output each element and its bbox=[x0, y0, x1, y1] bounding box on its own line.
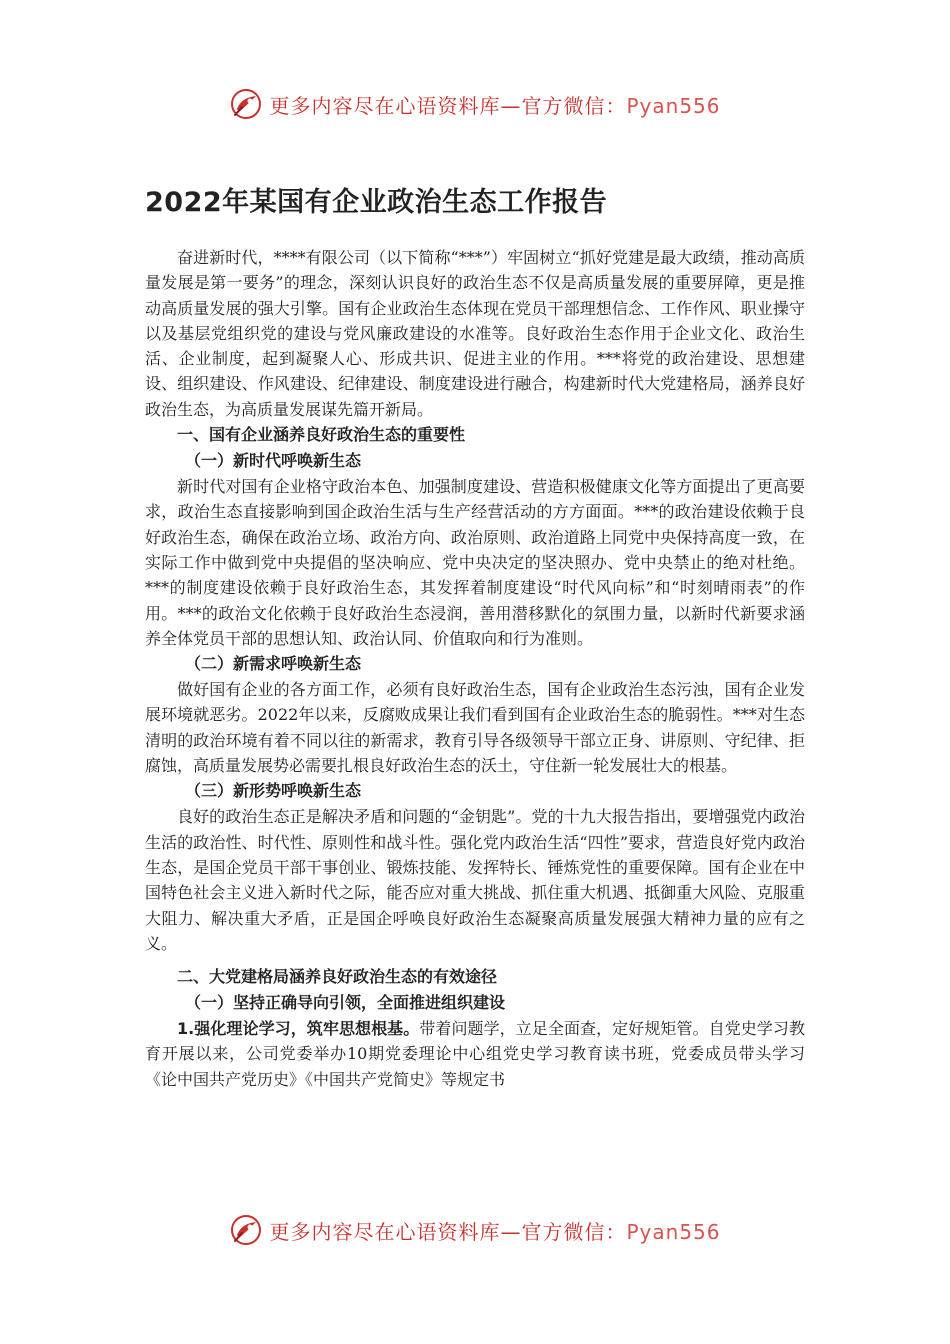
quill-logo-icon bbox=[229, 87, 263, 121]
section1-sub1-paragraph: 新时代对国有企业格守政治本色、加强制度建设、营造积极健康文化等方面提出了更高要求，政治生态直接影响到国企政治生活与生产经营活动的方方面面。***的政治建设依赖于良好政治生态，确保在政治立场、政治方向、政治原则、政治道路上同党中央保持高度一致，在实际工作中做到党中央提倡的坚决响应、党中央决定的坚决照办、党中央禁止的绝对杜绝。***的制度建设依赖于良好政治生态，其发挥着制度建设“时代风向标”和“时刻晴雨表”的作用。***的政治文化依赖于良好政治生态浸润，善用潜移默化的氛围力量，以新时代新要求涵养全体党员干部的思想认知、政治认同、价值取向和行为准则。 bbox=[145, 477, 805, 648]
section1-sub1-heading: （一）新时代呼唤新生态 bbox=[185, 451, 362, 471]
document-title: 2022年某国有企业政治生态工作报告 bbox=[145, 187, 608, 218]
footer-banner bbox=[0, 1210, 950, 1250]
wechat-id: Pyan556 bbox=[626, 1219, 721, 1244]
section2-heading: 二、大党建格局涵养良好政治生态的有效途径 bbox=[177, 967, 498, 987]
section1-sub3-paragraph: 良好的政治生态正是解决矛盾和问题的“金钥匙”。党的十九大报告指出，要增强党内政治生活的政治性、时代性、原则性和战斗性。强化党内政治生活“四性”要求，营造良好党内政治生态，是国企党员干部干事创业、锻炼技能、发挥特长、锤炼党性的重要保障。国有企业在中国特色社会主义进入新时代之际，能否应对重大挑战、抓住重大机遇、抵御重大风险、克服重大阻力、解决重大矛盾，正是国企呼唤良好政治生态凝聚高质量发展强大精神力量的应有之义。 bbox=[145, 807, 805, 953]
section2-item1-paragraph bbox=[145, 1016, 805, 1092]
banner-text: 更多内容尽在心语资料库—官方微信：Pyan556 bbox=[269, 93, 721, 118]
section2-sub1-heading: （一）坚持正确导向引领，全面推进组织建设 bbox=[185, 993, 506, 1013]
intro-paragraph: 奋进新时代，****有限公司（以下简称“***”）牢固树立“抓好党建是最大政绩，推动高质量发展是第一要务”的理念，深刻认识良好的政治生态不仅是高质量发展的重要屏障，更是推动高质量发展的强大引擎。国有企业政治生态体现在党员干部理想信念、工作作风、职业操守以及基层党组织党的建设与党风廉政建设的水准等。良好政治生态作用于企业文化、政治生活、企业制度，起到凝聚人心、形成共识、促进主业的作用。***将党的政治建设、思想建设、组织建设、作风建设、纪律建设、制度建设进行融合，构建新时代大党建格局，涵养良好政治生态，为高质量发展谋先篇开新局。 bbox=[145, 248, 805, 419]
section1-sub2-paragraph: 做好国有企业的各方面工作，必须有良好政治生态，国有企业政治生态污浊，国有企业发展环境就恶劣。2022年以来，反腐败成果让我们看到国有企业政治生态的脆弱性。***对生态清明的政治环境有着不同以往的新需求，教育引导各级领导干部立正身、讲原则、守纪律、拒腐蚀，高质量发展势必需要扎根良好政治生态的沃土，守住新一轮发展壮大的根基。 bbox=[145, 680, 805, 776]
item1-text: 带着问题学，立足全面查，定好规矩管。自党史学习教育开展以来，公司党委举办10期党委理论中心组党史学习教育读书班，党委成员带头学习《论中国共产党历史》《中国共产党简史》等规定书 bbox=[145, 1019, 805, 1089]
quill-logo-icon bbox=[229, 1213, 263, 1247]
banner-text: 更多内容尽在心语资料库—官方微信：Pyan556 bbox=[269, 1219, 721, 1244]
item1-lead: 1.强化理论学习，筑牢思想根基。 bbox=[177, 1019, 420, 1039]
section1-heading: 一、国有企业涵养良好政治生态的重要性 bbox=[177, 425, 466, 445]
section1-sub3-heading: （三）新形势呼唤新生态 bbox=[185, 781, 362, 801]
wechat-id: Pyan556 bbox=[626, 93, 721, 118]
header-banner bbox=[0, 84, 950, 124]
section1-sub2-heading: （二）新需求呼唤新生态 bbox=[185, 654, 362, 674]
document-body bbox=[145, 180, 805, 1092]
